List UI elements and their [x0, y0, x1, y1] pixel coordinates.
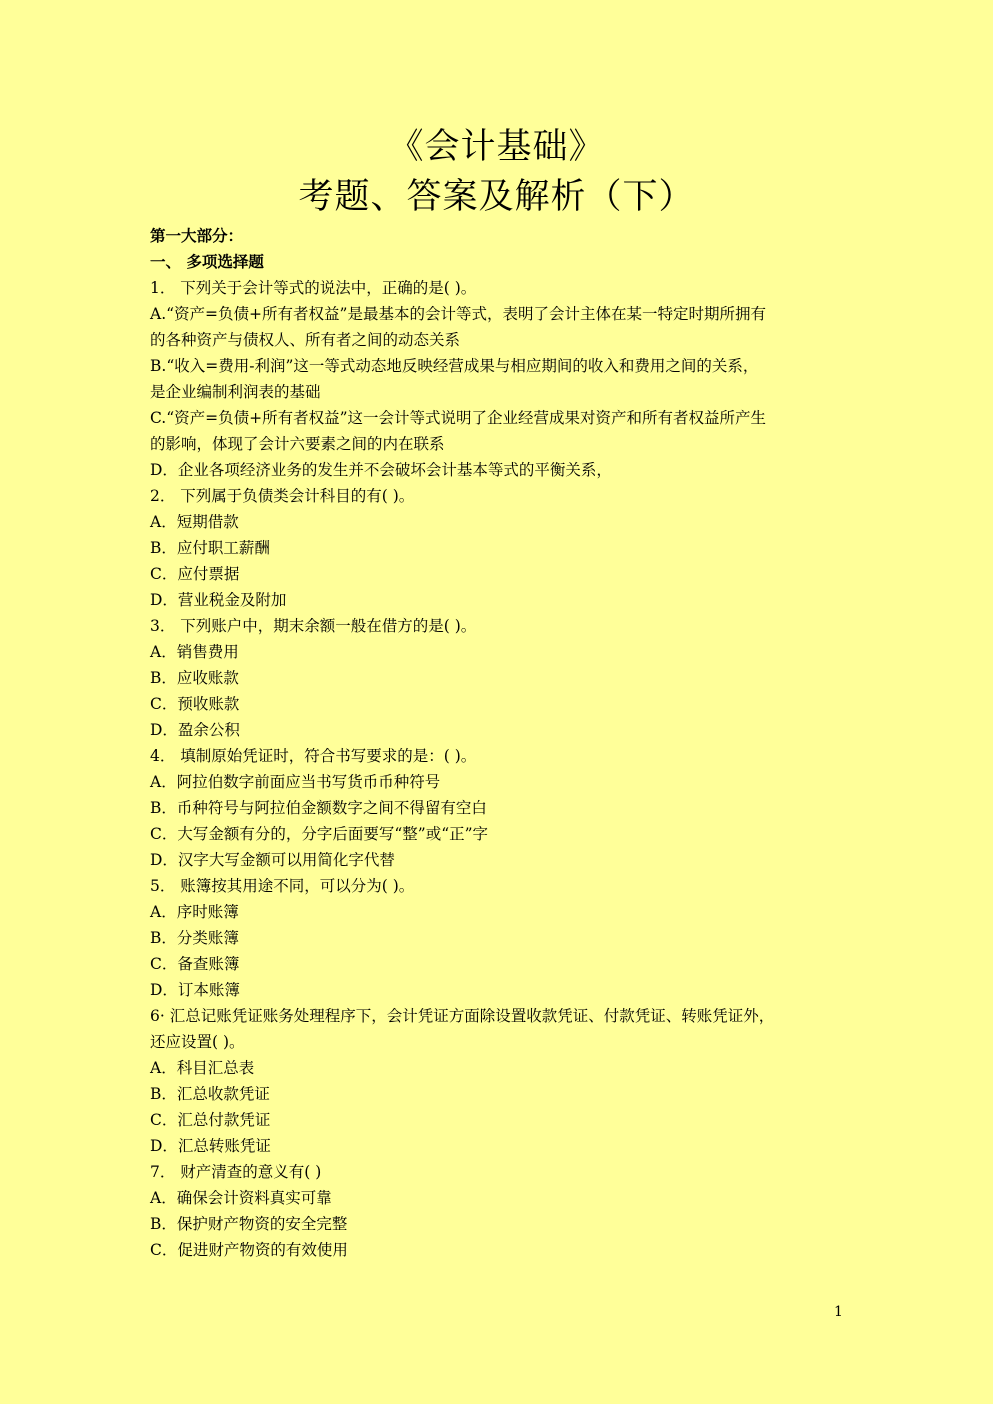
text-line: D．订本账簿 — [150, 981, 240, 999]
text-line: B．应付职工薪酬 — [150, 539, 270, 557]
text-line: 3． 下列账户中，期末余额一般在借方的是( )。 — [150, 617, 477, 635]
text-line: 的影响，体现了会计六要素之间的内在联系 — [150, 435, 445, 453]
text-line: B．保护财产物资的安全完整 — [150, 1215, 348, 1233]
text-line: C．促进财产物资的有效使用 — [150, 1241, 348, 1259]
text-line: D．营业税金及附加 — [150, 591, 287, 609]
section-heading: 一、 多项选择题 — [150, 252, 264, 271]
document-body — [150, 223, 850, 1263]
text-line: A.“资产=负债+所有者权益”是最基本的会计等式，表明了会计主体在某一特定时期所拥有 — [150, 305, 766, 323]
text-line: D．盈余公积 — [150, 721, 240, 739]
text-line: A．销售费用 — [150, 643, 239, 661]
text-line: A．序时账簿 — [150, 903, 239, 921]
section-heading: 第一大部分： — [150, 226, 244, 245]
text-line: C．大写金额有分的，分字后面要写“整”或“正”字 — [150, 825, 489, 843]
text-line: 的各种资产与债权人、所有者之间的动态关系 — [150, 331, 461, 349]
text-line: C．汇总付款凭证 — [150, 1111, 271, 1129]
text-line: 是企业编制利润表的基础 — [150, 383, 321, 401]
page-number: 1 — [834, 1304, 843, 1320]
text-line: A．阿拉伯数字前面应当书写货币币种符号 — [150, 773, 441, 791]
text-line: 4． 填制原始凭证时，符合书写要求的是：( )。 — [150, 747, 477, 765]
text-line: B．分类账簿 — [150, 929, 239, 947]
document-title: 《会计基础》 — [388, 127, 605, 167]
text-line: C．应付票据 — [150, 565, 240, 583]
text-line: C．预收账款 — [150, 695, 240, 713]
text-line: 6· 汇总记账凭证账务处理程序下，会计凭证方面除设置收款凭证、付款凭证、转账凭证外， — [150, 1007, 775, 1025]
text-line: D．汇总转账凭证 — [150, 1137, 271, 1155]
text-line: A．短期借款 — [150, 513, 239, 531]
text-line: B．币种符号与阿拉伯金额数字之间不得留有空白 — [150, 799, 487, 817]
text-line: C.“资产=负债+所有者权益”这一会计等式说明了企业经营成果对资产和所有者权益所产生 — [150, 409, 767, 427]
text-line: B.“收入=费用-利润”这一等式动态地反映经营成果与相应期间的收入和费用之间的关系， — [150, 357, 759, 375]
text-line: 7． 财产清查的意义有( ) — [150, 1163, 322, 1181]
text-line: C．备查账簿 — [150, 955, 240, 973]
text-line: 1． 下列关于会计等式的说法中，正确的是( )。 — [150, 279, 477, 297]
text-line: B．应收账款 — [150, 669, 239, 687]
text-line: 2． 下列属于负债类会计科目的有( )。 — [150, 487, 415, 505]
text-line: D．企业各项经济业务的发生并不会破坏会计基本等式的平衡关系， — [150, 461, 612, 479]
text-line: B．汇总收款凭证 — [150, 1085, 270, 1103]
text-line: A．确保会计资料真实可靠 — [150, 1189, 332, 1207]
text-line: D．汉字大写金额可以用简化字代替 — [150, 851, 395, 869]
text-line: 5． 账簿按其用途不同，可以分为( )。 — [150, 877, 415, 895]
text-line: A．科目汇总表 — [150, 1059, 255, 1077]
text-line: 还应设置( )。 — [150, 1033, 245, 1051]
document-subtitle: 考题、答案及解析（下） — [298, 177, 695, 217]
